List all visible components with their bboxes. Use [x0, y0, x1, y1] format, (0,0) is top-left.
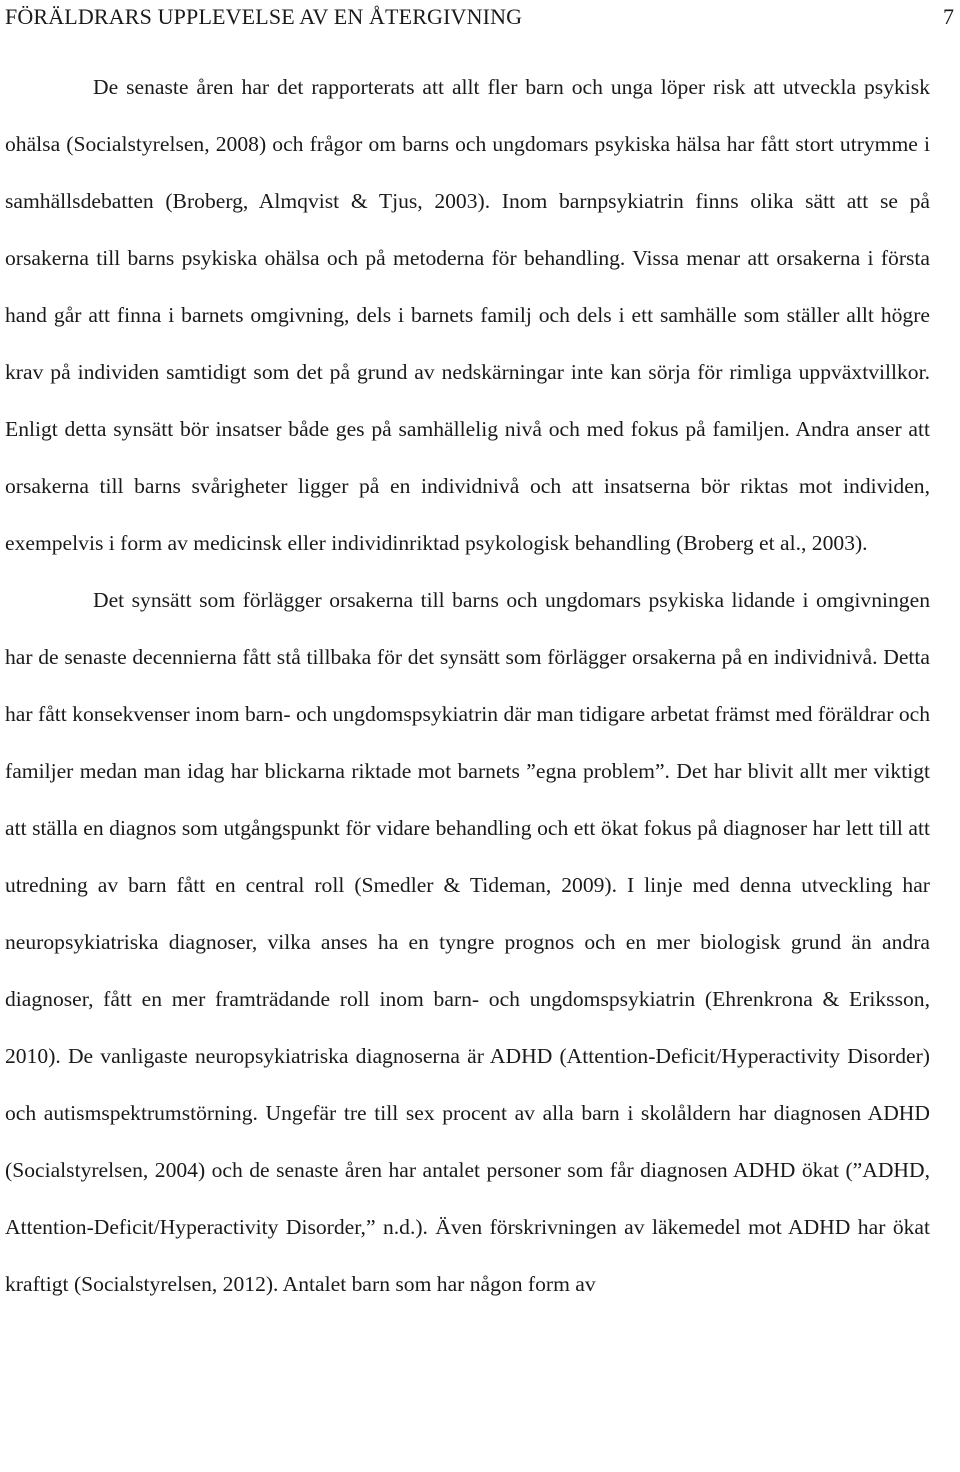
- paragraph-1: De senaste åren har det rapporterats att allt fler barn och unga löper risk att utveckla psykisk ohälsa (Socialstyrelsen, 2008) och frågor om barns och ungdomars psykiska hälsa har fått stort utrymme i samhällsdebatten (Broberg, Almqvist & Tjus, 2003). Inom barnpsykiatrin finns olika sätt att se på orsakerna till barns psykiska ohälsa och på metoderna för behandling. Vissa menar att orsakerna i första hand går att finna i barnets omgivning, dels i barnets familj och dels i ett samhälle som ställer allt högre krav på individen samtidigt som det på grund av nedskärningar inte kan sörja för rimliga uppväxtvillkor. Enligt detta synsätt bör insatser både ges på samhällelig nivå och med fokus på familjen. Andra anser att orsakerna till barns svårigheter ligger på en individnivå och att insatserna bör riktas mot individen, exempelvis i form av medicinsk eller individinriktad psykologisk behandling (Broberg et al., 2003).: [5, 75, 930, 555]
- body-text: [5, 59, 930, 1313]
- running-title: FÖRÄLDRARS UPPLEVELSE AV EN ÅTERGIVNING: [5, 4, 523, 29]
- running-head: [5, 2, 954, 32]
- page-number: 7: [943, 4, 954, 29]
- paragraph-2: Det synsätt som förlägger orsakerna till barns och ungdomars psykiska lidande i omgivningen har de senaste decennierna fått stå tillbaka för det synsätt som förlägger orsakerna på en individnivå. Detta har fått konsekvenser inom barn- och ungdomspsykiatrin där man tidigare arbetat främst med föräldrar och familjer medan man idag har blickarna riktade mot barnets ”egna problem”. Det har blivit allt mer viktigt att ställa en diagnos som utgångspunkt för vidare behandling och ett ökat fokus på diagnoser har lett till att utredning av barn fått en central roll (Smedler & Tideman, 2009). I linje med denna utveckling har neuropsykiatriska diagnoser, vilka anses ha en tyngre prognos och en mer biologisk grund än andra diagnoser, fått en mer framträdande roll inom barn- och ungdomspsykiatrin (Ehrenkrona & Eriksson, 2010). De vanligaste neuropsykiatriska diagnoserna är ADHD (Attention-Deficit/Hyperactivity Disorder) och autismspektrumstörning. Ungefär tre till sex procent av alla barn i skolåldern har diagnosen ADHD (Socialstyrelsen, 2004) och de senaste åren har antalet personer som får diagnosen ADHD ökat (”ADHD, Attention-Deficit/Hyperactivity Disorder,” n.d.). Även förskrivningen av läkemedel mot ADHD har ökat kraftigt (Socialstyrelsen, 2012). Antalet barn som har någon form av: [5, 588, 930, 1296]
